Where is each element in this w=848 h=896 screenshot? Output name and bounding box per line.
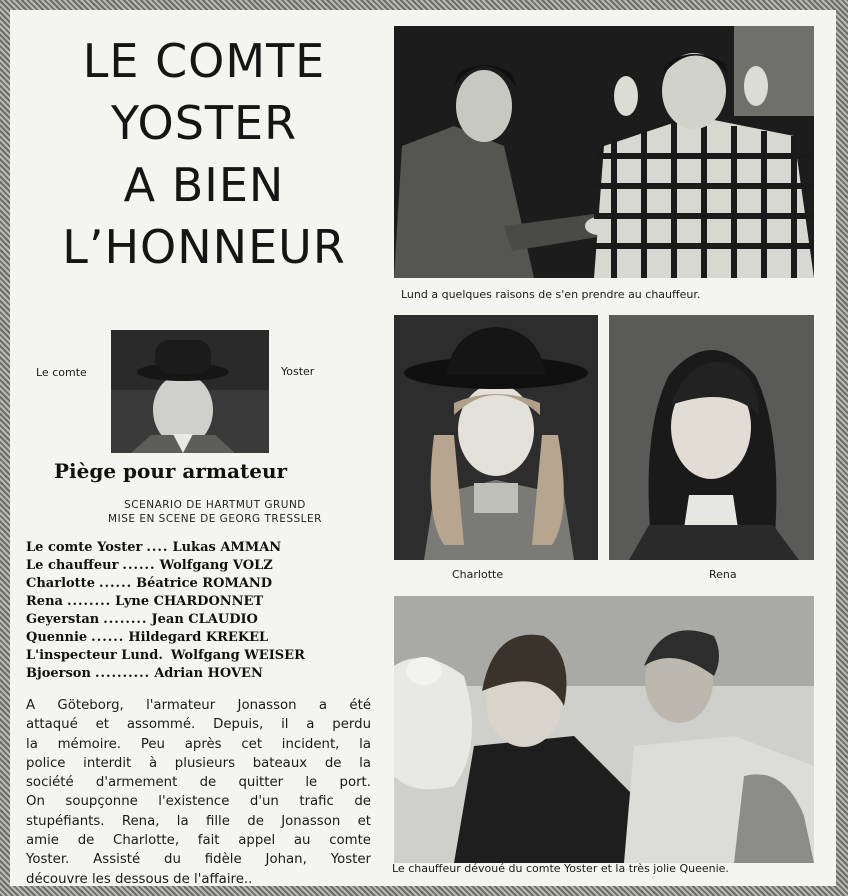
- photo-rena-caption: Rena: [709, 568, 737, 581]
- cast-dots: ....: [146, 540, 169, 555]
- episode-title: Piège pour armateur: [54, 459, 288, 483]
- cast-actor: Wolfgang VOLZ: [159, 558, 273, 573]
- synopsis: [26, 696, 371, 889]
- photo-chauffeur-queenie-caption: Le chauffeur dévoué du comte Yoster et la très jolie Queenie.: [392, 862, 729, 875]
- photo-charlotte-illustration: [394, 315, 598, 560]
- photo-lund-chauffeur: [394, 26, 814, 278]
- cast-actor: Lukas AMMAN: [172, 540, 282, 555]
- portrait-photo: [111, 330, 269, 453]
- portrait-caption-right: Yoster: [281, 365, 315, 378]
- cast-actor: Adrian HOVEN: [154, 666, 263, 681]
- cast-dots: ........: [103, 612, 148, 627]
- cast-role: Le comte Yoster: [26, 540, 143, 555]
- cast-role: Rena: [26, 594, 63, 609]
- synopsis-line: police interdit à plusieurs bateaux de la: [26, 755, 371, 771]
- headline-line: YOSTER: [110, 96, 298, 150]
- cast-actor: Béatrice ROMAND: [136, 576, 273, 591]
- cast-row: [26, 539, 371, 557]
- synopsis-line: stupéfiants. Rena, la fille de Jonasson et: [26, 813, 371, 829]
- synopsis-line: société d'armement de quitter le port.: [26, 775, 371, 791]
- photo-lund-chauffeur-caption: Lund a quelques raisons de s'en prendre au chauffeur.: [401, 288, 701, 301]
- photo-rena-illustration: [609, 315, 814, 560]
- magazine-page: [10, 10, 836, 886]
- cast-actor: Jean CLAUDIO: [151, 612, 258, 627]
- cast-role: Le chauffeur: [26, 558, 119, 573]
- cast-role: Quennie: [26, 630, 88, 645]
- credit-line: MISE EN SCENE DE GEORG TRESSLER: [108, 513, 322, 525]
- cast-row: [26, 575, 371, 593]
- synopsis-line: On soupçonne l'existence d'un trafic de: [26, 794, 371, 810]
- synopsis-line: Yoster. Assisté du fidèle Johan, Yoster: [26, 852, 371, 868]
- photo-chauffeur-queenie: [394, 596, 814, 863]
- cast-role: Charlotte: [26, 576, 95, 591]
- credits: [60, 498, 370, 526]
- headline: [24, 30, 384, 278]
- synopsis-line: A Göteborg, l'armateur Jonasson a été: [26, 698, 371, 713]
- cast-row: [26, 629, 371, 647]
- cast-dots: ........: [66, 594, 112, 609]
- credit-line: SCENARIO DE HARTMUT GRUND: [124, 499, 306, 511]
- cast-row: [26, 593, 371, 611]
- photo-lund-chauffeur-illustration: [394, 26, 814, 278]
- synopsis-line: la mémoire. Peu après cet incident, la: [26, 736, 371, 752]
- portrait-caption-left: Le comte: [36, 366, 87, 379]
- photo-charlotte-caption: Charlotte: [452, 568, 504, 581]
- cast-dots: ......: [98, 576, 133, 591]
- headline-line: L’HONNEUR: [62, 220, 346, 274]
- cast-dots: ......: [122, 558, 156, 573]
- cast-role: Geyerstan: [26, 612, 100, 627]
- synopsis-line: découvre les dessous de l'affaire..: [26, 871, 253, 887]
- headline-line: A BIEN: [123, 158, 285, 212]
- synopsis-line: attaqué et assommé. Depuis, il a perdu: [26, 717, 371, 733]
- synopsis-line: amie de Charlotte, fait appel au comte: [26, 833, 371, 849]
- cast-actor: Wolfgang WEISER: [170, 648, 305, 663]
- cast-row: [26, 665, 371, 683]
- cast-row: [26, 611, 371, 629]
- cast-dots: ..........: [94, 666, 151, 681]
- cast-row: [26, 647, 371, 665]
- photo-rena: [609, 315, 814, 560]
- photo-chauffeur-queenie-illustration: [394, 596, 814, 863]
- portrait-illustration: [111, 330, 269, 453]
- cast-actor: Hildegard KREKEL: [128, 630, 269, 645]
- cast-dots: ......: [91, 630, 125, 645]
- cast-actor: Lyne CHARDONNET: [115, 594, 264, 609]
- cast-role: Bjoerson: [26, 666, 91, 681]
- cast-role: L'inspecteur Lund.: [26, 648, 163, 663]
- photo-charlotte: [394, 315, 598, 560]
- cast-row: [26, 557, 371, 575]
- headline-line: LE COMTE: [82, 34, 326, 88]
- cast-list: [26, 539, 371, 683]
